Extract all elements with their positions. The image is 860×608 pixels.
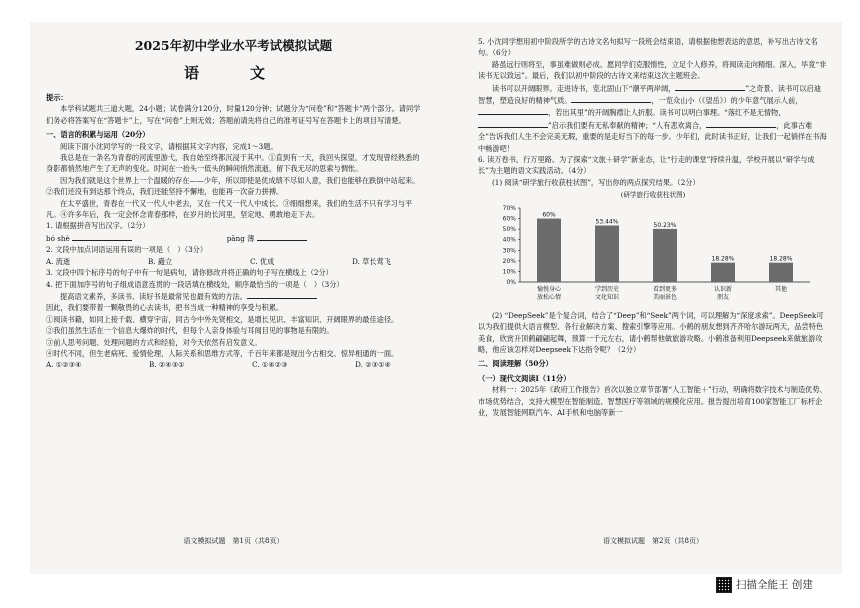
- page-left: [46, 36, 421, 371]
- option-c[interactable]: C. ①④②③: [252, 360, 288, 370]
- question-6-part1: (1) 阅读“研学旅行收获柱状图”，写出你的两点探究结果。（2分）: [492, 177, 700, 187]
- category-label: 认识新: [713, 285, 733, 293]
- y-tick-label: 0%: [506, 278, 516, 286]
- answer-blank[interactable]: [706, 119, 776, 128]
- page-footer: 语文模拟试题 第1页（共8页）: [183, 537, 284, 545]
- answer-blank[interactable]: [478, 119, 548, 128]
- y-tick-label: 20%: [502, 257, 516, 265]
- section-heading: 二、阅读理解（50分）: [478, 359, 553, 369]
- category-label: 放松心情: [536, 293, 562, 301]
- lead-sentence: 提高语文素养，多读书、读好书是最常见也最有效的方法。: [60, 291, 247, 301]
- question-5-fill: [478, 82, 828, 154]
- answer-blank[interactable]: [571, 94, 651, 103]
- question-6: 6. 读万卷书，行万里路。为了探索“文旅＋研学”新业态，让“行走的课堂”持续升温，学校开展以“研学与成长”为主题的语文实践活动。（4分）: [478, 155, 815, 176]
- y-tick-label: 40%: [502, 236, 516, 244]
- question-1: 1. 请根据拼音写出汉字。（2分）: [46, 221, 150, 231]
- bar-value-label: 50.23%: [653, 221, 677, 229]
- y-tick-label: 70%: [502, 204, 516, 212]
- category-label: 文化知识: [594, 293, 620, 301]
- fill-text: ”启示我们要有无私奉献的精神；“人有悲欢离合，: [548, 120, 707, 130]
- bar: [595, 225, 619, 281]
- passage-paragraph: 因为我们就是这个世界上一个温暖的存在——少年，所以即使是优成绩不尽如人意，我们也能够在跌倒中站起来。②我们还没有到达那个终点，我们还能坚持不懈地，也能再一次奋力拼搏。: [46, 175, 420, 197]
- sentence-item: ③前人思考问题、处理问题的方式和经验，对今天依然有启发意义。: [46, 337, 262, 347]
- option-a[interactable]: A. 流逝: [46, 256, 71, 266]
- category-label: 学到历史: [594, 285, 620, 293]
- question-2-options: [46, 256, 421, 267]
- fill-text: ，一览众山小（《望岳》）的少年意气展示人前，: [651, 96, 803, 106]
- option-c[interactable]: C. 优成: [250, 256, 275, 266]
- y-tick-label: 10%: [502, 268, 516, 276]
- question-3: 3. 文段中四个标序号的句子中有一句是病句，请你修改并将正确的句子写在横线上（2分）: [46, 268, 333, 278]
- fill-text: ”之奇景。读书可以启迪智慧，塑造良好的精神气质。: [478, 83, 821, 106]
- option-d[interactable]: D. 草长莺飞: [352, 256, 391, 266]
- option-a[interactable]: A. ①②③④: [46, 360, 82, 370]
- fill-text: 读书可以开阔眼界。走进诗书，览北固山下“潮平两岸阔，: [492, 83, 676, 93]
- bar: [711, 262, 735, 281]
- question-2: 2. 文段中加点词语运用有误的一项是（ ）（3分）: [46, 245, 208, 255]
- subsection-heading: （一）现代文阅读Ⅰ（11分）: [478, 373, 571, 383]
- answer-blank[interactable]: [675, 82, 745, 91]
- option-b[interactable]: B. ②④③①: [149, 360, 185, 370]
- exam-title: 2025年初中学业水平考试模拟试题: [134, 38, 333, 53]
- bar-value-label: 18.28%: [711, 255, 735, 263]
- qr-code-icon: [716, 577, 732, 593]
- bar: [653, 229, 677, 282]
- y-tick-label: 60%: [502, 215, 516, 223]
- question-4: 4. 把下面加序号的句子组成语意连贯的一段话填在横线处，顺序最恰当的一项是（ ）（3分）: [46, 279, 344, 289]
- category-label: 其他: [774, 285, 788, 293]
- question-5-text: 路虽远行则将至，事虽难做则必成。愿同学们克服惰性，立足个人修养，将阅读走向精细、深入，毕竟“非读书无以致远”。最后，我们以初中阶段的古诗文来结束这次主题班会。: [478, 59, 827, 81]
- question-4-options: [46, 359, 421, 370]
- pinyin-row: [46, 232, 421, 244]
- sentence-item: ①阅读书籍，如同上接千载、横穿宇宙，同古今中外先贤相交，是增长见识、丰富知识、开阔眼界的最佳途径。: [46, 314, 399, 324]
- question-6-part2: (2) “DeepSeek”是个复合词，结合了“Deep”和“Seek”两个词，可以理解为“深度求索”。DeepSeek可以为我们提供大语言模型、各行业解决方案、搜索引擎等应用。小鹤的朋友想到齐齐哈尔游玩两天，品尝特色美食，欣赏升顶鹤翩翩起舞，预算一千元左右，请小鹤帮他做旅游攻略。小鹤准备利用Deepseek来做旅游攻略，他应该怎样对Deepseek下达指令呢？（2分）: [478, 310, 824, 354]
- y-tick-label: 30%: [502, 246, 516, 254]
- y-tick-label: 50%: [502, 225, 516, 233]
- bar-value-label: 53.44%: [595, 218, 619, 226]
- sentence-item: ②我们虽然生活在一个信息大爆炸的时代，但每个人亲身体验与耳闻目见的事物是有限的。: [46, 326, 334, 336]
- page-right: [478, 36, 828, 418]
- section-heading: 一、语言的积累与运用（20分）: [46, 130, 150, 140]
- page-footer: 语文模拟试题 第2页（共8页）: [603, 537, 703, 545]
- bar-chart: [492, 202, 822, 310]
- category-label: 美丽景色: [652, 293, 678, 301]
- question-5: 5. 小沈同学想用初中阶段所学的古诗文名句拟写一段班会结束语，请根据他想表达的意思，补写出古诗文名句。（6分）: [478, 37, 818, 58]
- material-text: 材料一：2025年《政府工作报告》首次以独立章节部署“人工智能＋”行动，明确将数字技术与制造优势、市场优势结合，支持大模型在智能制造、智慧医疗等领域的规模化应用。报告提出培育100家智能工厂标杆企业，发展智能网联汽车、AI手机和电脑等新一: [478, 385, 827, 417]
- passage-paragraph: 在太平盛世，青春在一代又一代人中老去，又在一代又一代人中成长。③细细想来，我们的生活不只有学习与平凡。④许多年后，我一定会怀念青春那样，在岁月的长河里，坚定地、勇敢地走下去。: [46, 198, 413, 220]
- bar: [537, 218, 561, 281]
- category-label: 看到更多: [652, 285, 678, 293]
- pinyin-a: bó shè: [46, 233, 70, 243]
- sentence-item: ④时代不同，但生老病死、爱情伦理、人际关系和思维方式等，千百年来都是现出今古相交、惊异相通的一面。: [46, 348, 399, 358]
- answer-blank[interactable]: [478, 106, 548, 115]
- subject-title: 语 文: [183, 64, 283, 82]
- chart-title: (研学旅行收获柱状图): [620, 191, 686, 200]
- bar: [769, 262, 793, 281]
- fill-text: ，若出其里”的开阔胸襟让人折服。读书可以明白事理。“落红不是无情物，: [548, 108, 786, 118]
- passage-paragraph: 我总是在一条名为青春的河流里游弋，我自始至终都沉浸于其中。①直到有一天，我回头探望，才发现曾经熟悉的身影都悄然地产生了无声的变化。时间在一抬头一低头的瞬间悄然流逝，留下我无尽的思索与惆怅。: [46, 153, 420, 174]
- bar-value-label: 60%: [542, 211, 556, 219]
- scanner-brand: 扫描全能王 创建: [736, 579, 813, 591]
- category-label: 朋友: [716, 293, 730, 301]
- answer-blank[interactable]: [247, 290, 317, 299]
- answer-blank[interactable]: [72, 232, 132, 241]
- category-label: 愉悦身心: [536, 285, 562, 293]
- answer-blank[interactable]: [257, 232, 307, 241]
- option-d[interactable]: D. ②③①④: [355, 360, 391, 370]
- reading-intro: 阅读下面小沈同学写的一段文字，请根据其文字内容，完成1～3题。: [60, 141, 278, 151]
- pinyin-b: pāng 薄: [226, 233, 255, 243]
- notice-text: 本学科试题共三道大题，24小题；试卷满分120分，时量120分钟；试题分为“问卷”和“答题卡”两个部分。请同学们务必将答案写在“答题卡”上，写在“问卷”上则无效；答题前请先将自己的准考证号写在答题卡上的项目写清楚。: [46, 104, 421, 125]
- notice-label: 提示：: [46, 93, 68, 102]
- bar-value-label: 18.28%: [769, 255, 793, 263]
- fill-text: ，此事古难全”告诉我们人生不会完美无瑕，重要的是走好当下的每一步。少年们，此时读书正好，让我们一起徜徉在书海中畅游吧！: [478, 120, 827, 153]
- question-4-lead2: 因此，我们要带着一颗敬畏的心去读书，把书当成一种精神的享受与积累。: [46, 303, 284, 313]
- option-b[interactable]: B. 矗立: [148, 256, 173, 266]
- question-4-lead: [46, 290, 421, 302]
